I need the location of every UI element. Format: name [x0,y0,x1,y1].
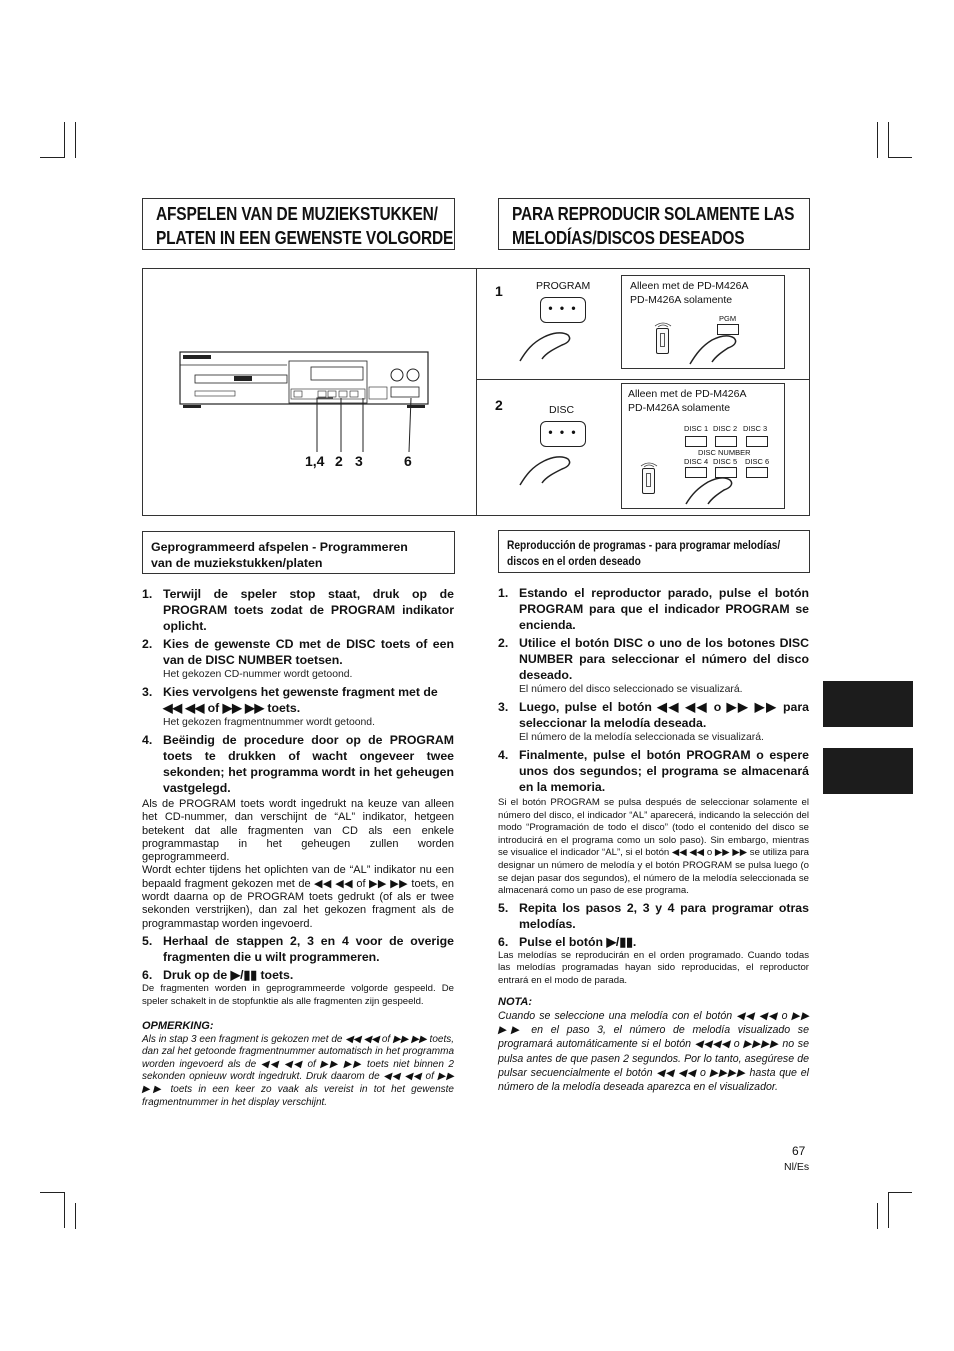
step-3: 3. Luego, pulse el botón ◀◀ ◀◀ o ▶▶ ▶▶ para seleccionar la melodía deseada. [498,700,809,730]
panel-divider-horizontal [476,379,809,380]
paragraph: De fragmenten worden in geprogrammeerde volgorde gespeeld. De speler schakelt in de stopfunktie als alle fragmenten zijn gespeeld. [142,982,454,1007]
title-line: PARA REPRODUCIR SOLAMENTE LAS [512,204,795,224]
illustration-panel [142,268,810,516]
remote-control-icon [642,468,655,494]
callout-1-4: 1,4 [305,453,325,469]
note-text: Als in stap 3 een fragment is gekozen met de ◀◀ ◀◀ of ▶▶ ▶▶ toets, dan zal het getoonde fragmentnummer automatisch in het programma worden ingevoerd als de ◀◀ ◀◀ of ▶▶ ▶▶ toets niet binnen 2 sekonden opnieuw wordt ingedrukt. Druk daarom de ◀◀ ◀◀ of ▶▶ ▶▶ toets in een keer zo vaak als vereist in tot het gewenste fragmentnummer in het display verschijnt. [142,1033,454,1108]
step-text: Kies de gewenste CD met de DISC toets of een van de DISC NUMBER toetsen. [163,637,454,667]
callout-lines [303,394,433,460]
title-line: PLATEN IN EEN GEWENSTE VOLGORDE [156,228,454,248]
step-text: Estando el reproductor parado, pulse el botón PROGRAM para que el indicador PROGRAM se encienda. [519,586,809,632]
signal-waves-icon [638,458,660,468]
step-text: Repita los pasos 2, 3 y 4 para programar otras melodías. [519,900,809,931]
disc-key-label: DISC 3 [743,424,768,433]
disc-key[interactable] [746,436,768,447]
step-text: Druk op de ▶/▮▮ toets. [163,967,294,982]
disc-key-label: DISC 5 [713,457,738,466]
disc-number-group-label: DISC NUMBER [698,448,751,457]
remote-note-line: PD-M426A solamente [628,402,731,414]
panel-divider-vertical [476,269,477,515]
step-3: 3. Kies vervolgens het gewenste fragment met de ◀◀ ◀◀ of ▶▶ ▶▶ toets. [142,685,438,715]
step-6: 6. Pulse el botón ▶/▮▮. [498,934,637,949]
step-5: 5. Repita los pasos 2, 3 y 4 para programar otras melodías. [498,900,809,931]
step-3-note: El número de la melodía seleccionada se visualizará. [519,732,764,743]
step-1: 1. Terwijl de speler stop staat, druk op de PROGRAM toets zodat de PROGRAM indikator oplicht. [142,587,454,633]
step-4: 4. Finalmente, pulse el botón PROGRAM o espere unos dos segundos; el programa se almacenará en la memoria. [498,748,809,794]
disc-button[interactable]: • • • [540,421,586,447]
step-2-number: 2 [495,397,503,413]
step-1: 1. Estando el reproductor parado, pulse el botón PROGRAM para que el indicador PROGRAM se encienda. [498,586,809,632]
disc-key-label: DISC 4 [684,457,709,466]
callout-3: 3 [355,453,363,469]
title-dutch [142,198,455,250]
dutch-column [142,584,454,1109]
disc-key[interactable] [685,436,707,447]
disc-key-label: DISC 6 [745,457,770,466]
language-tab-nl [823,681,913,727]
signal-waves-icon [652,318,674,328]
subtitle-line: van de muziekstukken/platen [151,556,323,570]
step-text: Herhaal de stappen 2, 3 en 4 voor de overige fragmenten die u wilt programmeren. [163,933,454,964]
remote-note-line: PD-M426A solamente [630,294,733,306]
pointing-hand-icon [684,474,736,508]
step-text: Beëindig de procedure door op de PROGRAM toets te drukken of wacht ongeveer twee sekonden; het programma wordt in het geheugen vastgelegd. [163,733,454,795]
pointing-hand-icon [518,453,578,489]
callout-2: 2 [335,453,343,469]
step-text: Pulse el botón ▶/▮▮. [519,934,637,949]
subtitle-dutch [142,531,455,574]
step-2-note: Het gekozen CD-nummer wordt getoond. [163,669,353,680]
remote-box-2 [621,383,785,509]
step-5: 5. Herhaal de stappen 2, 3 en 4 voor de overige fragmenten die u wilt programmeren. [142,933,454,964]
note-heading: OPMERKING: [142,1020,214,1033]
step-2: 2. Kies de gewenste CD met de DISC toets of een van de DISC NUMBER toetsen. [142,637,454,667]
page-number: 67 [792,1144,806,1158]
disc-key-label: DISC 2 [713,424,738,433]
remote-note-line: Alleen met de PD-M426A [630,280,749,292]
paragraph: Las melodías se reproducirán en el orden programado. Cuando todas las melodías programadas hayan sido reproducidas, el reproductor entrará en el modo de parada. [498,949,809,986]
disc-button-label: DISC [549,404,575,416]
language-tab-es [823,748,913,794]
subtitle-spanish [498,530,810,573]
paragraph: Als de PROGRAM toets wordt ingedrukt na keuze van alleen het CD-nummer, dan verschijnt de “AL” indikator, hetgeen betekent dat alle fragmenten van CD als een enkele programmastap in het geheugen zullen worden geprogrammeerd. [142,798,454,864]
step-text: Kies vervolgens het gewenste fragment met de [163,685,438,699]
pointing-hand-icon [688,332,740,368]
paragraph: Wordt echter tijdens het oplichten van de “AL” indikator nu een bepaald fragment gekozen met de ◀◀ ◀◀ of ▶▶ ▶▶ toets, en wordt daarna op de PROGRAM toets gedrukt (of als er twee sekonden verstrijken), dan zal het gekozen fragment als de programmastap worden ingevoerd. [142,864,454,930]
step-text: Luego, pulse el botón ◀◀ ◀◀ o ▶▶ ▶▶ para seleccionar la melodía deseada. [519,700,809,730]
step-text: ◀◀ ◀◀ of ▶▶ ▶▶ toets. [163,701,301,715]
step-text: Terwijl de speler stop staat, druk op de PROGRAM toets zodat de PROGRAM indikator oplicht. [163,587,454,633]
title-spanish [498,198,810,250]
pointing-hand-icon [518,329,578,365]
paragraph: Si el botón PROGRAM se pulsa después de seleccionar solamente el número del disco, el indicador “AL” aparecerá, indicando la selección del modo “Programación de todo el disco” (todo el contenido del disco se introducirá en el programa como un solo paso). Sin embargo, mientras se visualice el indicador “AL”, si el botón ◀◀ ◀◀ o ▶▶ ▶▶ se utiliza para designar un número de melodía y el botón PROGRAM se pulsa luego (o se dejan pasar dos segundos), el número de la melodía seleccionada se almacenará como un paso de ese programa. [498,797,809,897]
disc-key[interactable] [746,467,768,478]
disc-key[interactable] [715,436,737,447]
title-line: MELODÍAS/DISCOS DESEADOS [512,228,745,248]
step-text: Finalmente, pulse el botón PROGRAM o espere unos dos segundos; el programa se almacenará en la memoria. [519,748,809,794]
step-6: 6. Druk op de ▶/▮▮ toets. [142,967,294,982]
program-button[interactable]: • • • [540,297,586,323]
step-1-number: 1 [495,283,503,299]
remote-control-icon [656,328,669,354]
disc-key-label: DISC 1 [684,424,709,433]
program-button-label: PROGRAM [536,280,591,292]
language-code: Nl/Es [784,1161,810,1173]
note-text: Cuando se seleccione una melodía con el botón ◀◀ ◀◀ o ▶▶ ▶▶ en el paso 3, el número de melodía visualizado se programará automáticamente si el botón ◀◀◀◀ o ▶▶▶▶ no se pulsa antes de que pasen 2 segundos. Por lo tanto, asegúrese de pulsar secuencialmente el botón ◀◀ ◀◀ o ▶▶▶▶ hasta que el número de la melodía deseada aparezca en el visualizador. [498,1010,809,1094]
callout-6: 6 [404,453,412,469]
subtitle-line: Geprogrammeerd afspelen - Programmeren [151,540,408,554]
subtitle-line: Reproducción de programas - para programar melodías/ [507,539,781,552]
step-4: 4. Beëindig de procedure door op de PROGRAM toets te drukken of wacht ongeveer twee sekonden; het programma wordt in het geheugen vastgelegd. [142,733,454,795]
title-line: AFSPELEN VAN DE MUZIEKSTUKKEN/ [156,204,438,224]
remote-note-line: Alleen met de PD-M426A [628,388,747,400]
step-2-note: El número del disco seleccionado se visualizará. [519,684,743,695]
step-2: 2. Utilice el botón DISC o uno de los botones DISC NUMBER para seleccionar el número del disco deseado. [498,636,809,682]
step-text: Utilice el botón DISC o uno de los botones DISC NUMBER para seleccionar el número del disco deseado. [519,636,809,682]
step-3-note: Het gekozen fragmentnummer wordt getoond. [163,717,375,728]
subtitle-line: discos en el orden deseado [507,555,641,568]
remote-box-1 [621,275,785,369]
spanish-column [498,583,809,1094]
pgm-key-label: PGM [719,314,737,323]
note-heading: NOTA: [498,995,533,1008]
